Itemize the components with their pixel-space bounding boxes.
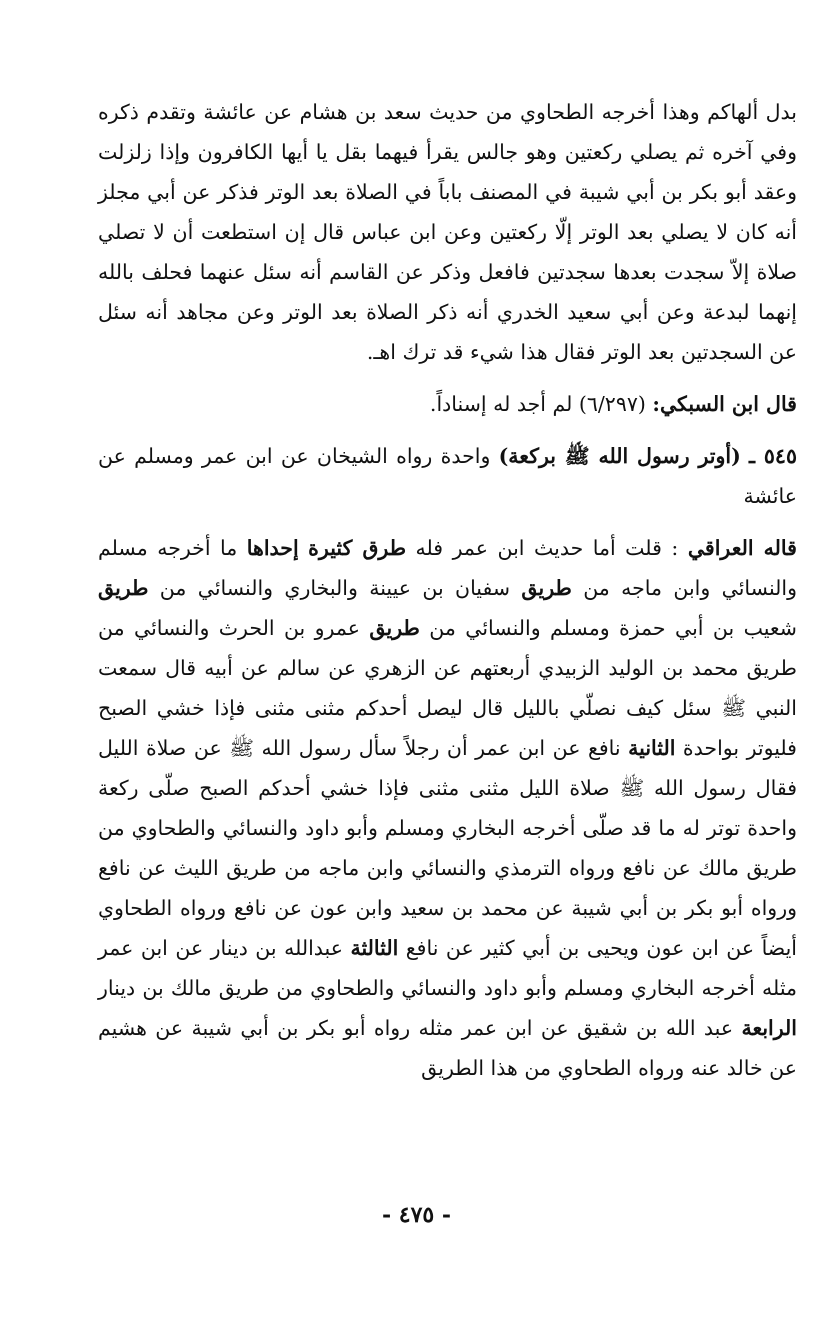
main-text	[98, 92, 797, 1088]
iraqi-paragraph	[98, 528, 797, 1088]
iraqi-text-2: ما أخرجه مسلم والنسائي وابن ماجه من	[98, 536, 797, 600]
subki-label: قال ابن السبكي:	[652, 392, 797, 416]
iraqi-label: قاله العراقي	[687, 536, 797, 560]
iraqi-bold-1: طرق كثيرة	[308, 536, 407, 560]
iraqi-bold-2: إحداها	[246, 536, 299, 560]
iraqi-bold-7: الثالثة	[350, 936, 399, 960]
subki-paragraph	[98, 384, 797, 424]
iraqi-bold-5: طريق	[369, 616, 420, 640]
iraqi-text-7: عبدالله بن دينار عن ابن عمر مثله أخرجه البخاري ومسلم وأبو داود والنسائي والطحاوي من طريق مالك بن دينار	[98, 936, 797, 1000]
iraqi-bold-8: الرابعة	[741, 1016, 797, 1040]
iraqi-bold-4: طريق	[98, 576, 149, 600]
iraqi-text-6: نافع عن ابن عمر أن رجلاً سأل رسول الله ﷺ عن صلاة الليل فقال رسول الله ﷺ صلاة الليل مثنى مثنى فإذا خشي أحدكم الصبح صلّى ركعة واحدة توتر له ما قد صلّى أخرجه البخاري ومسلم وأبو داود والنسائي والطحاوي من طريق مالك عن نافع ورواه الترمذي والنسائي وابن ماجه من طريق الليث عن نافع ورواه أبو بكر بن أبي شيبة عن محمد بن سعيد وابن عون عن نافع ورواه الطحاوي أيضاً عن ابن عون ويحيى بن أبي كثير عن نافع	[98, 736, 797, 960]
hadith-text: واحدة رواه الشيخان عن ابن عمر ومسلم عن عائشة	[98, 444, 797, 508]
page-number: - ٤٧٥ -	[381, 1202, 452, 1228]
iraqi-text-4: شعيب بن أبي حمزة ومسلم والنسائي من	[429, 616, 797, 640]
hadith-number: ٥٤٥ ـ	[749, 444, 797, 468]
paragraph-1: بدل ألهاكم وهذا أخرجه الطحاوي من حديث سعد بن هشام عن عائشة وتقدم ذكره وفي آخره ثم يصلي ركعتين وهو جالس يقرأ فيهما بقل يا أيها الكافرون وإذا زلزلت وعقد أبو بكر بن أبي شيبة في المصنف باباً في الصلاة بعد الوتر فذكر عن أبي مجلز أنه كان لا يصلي بعد الوتر إلّا ركعتين وعن ابن عباس قال إن استطعت أن لا تصلي صلاة إلاّ سجدت بعدها سجدتين فافعل وذكر عن القاسم أنه سئل عنهما فحلف بالله إنهما لبدعة وعن أبي سعيد الخدري أنه ذكر الصلاة بعد الوتر وعن مجاهد أنه سئل عن السجدتين بعد الوتر فقال هذا شيء قد ترك اهـ.	[98, 100, 797, 364]
hadith-paragraph	[98, 436, 797, 516]
iraqi-text-3: سفيان بن عيينة والبخاري والنسائي من	[159, 576, 511, 600]
iraqi-bold-3: طريق	[521, 576, 572, 600]
iraqi-text-8: عبد الله بن شقيق عن ابن عمر مثله رواه أبو بكر بن أبي شيبة عن هشيم عن خالد عنه ورواه الطحاوي من هذا الطريق	[98, 1016, 797, 1080]
iraqi-text-5: عمرو بن الحرث والنسائي من طريق محمد بن الوليد الزبيدي أربعتهم عن الزهري عن سالم عن أبيه قال سمعت النبي ﷺ سئل كيف نصلّي بالليل قال ليصل أحدكم مثنى مثنى فإذا خشي الصبح فليوتر بواحدة	[98, 616, 797, 760]
iraqi-text-1: : قلت أما حديث ابن عمر فله	[415, 536, 679, 560]
iraqi-bold-6: الثانية	[628, 736, 676, 760]
subki-text: (٦/٢٩٧) لم أجد له إسناداً.	[429, 392, 646, 416]
hadith-title: (أوتر رسول الله ﷺ بركعة)	[498, 444, 741, 468]
